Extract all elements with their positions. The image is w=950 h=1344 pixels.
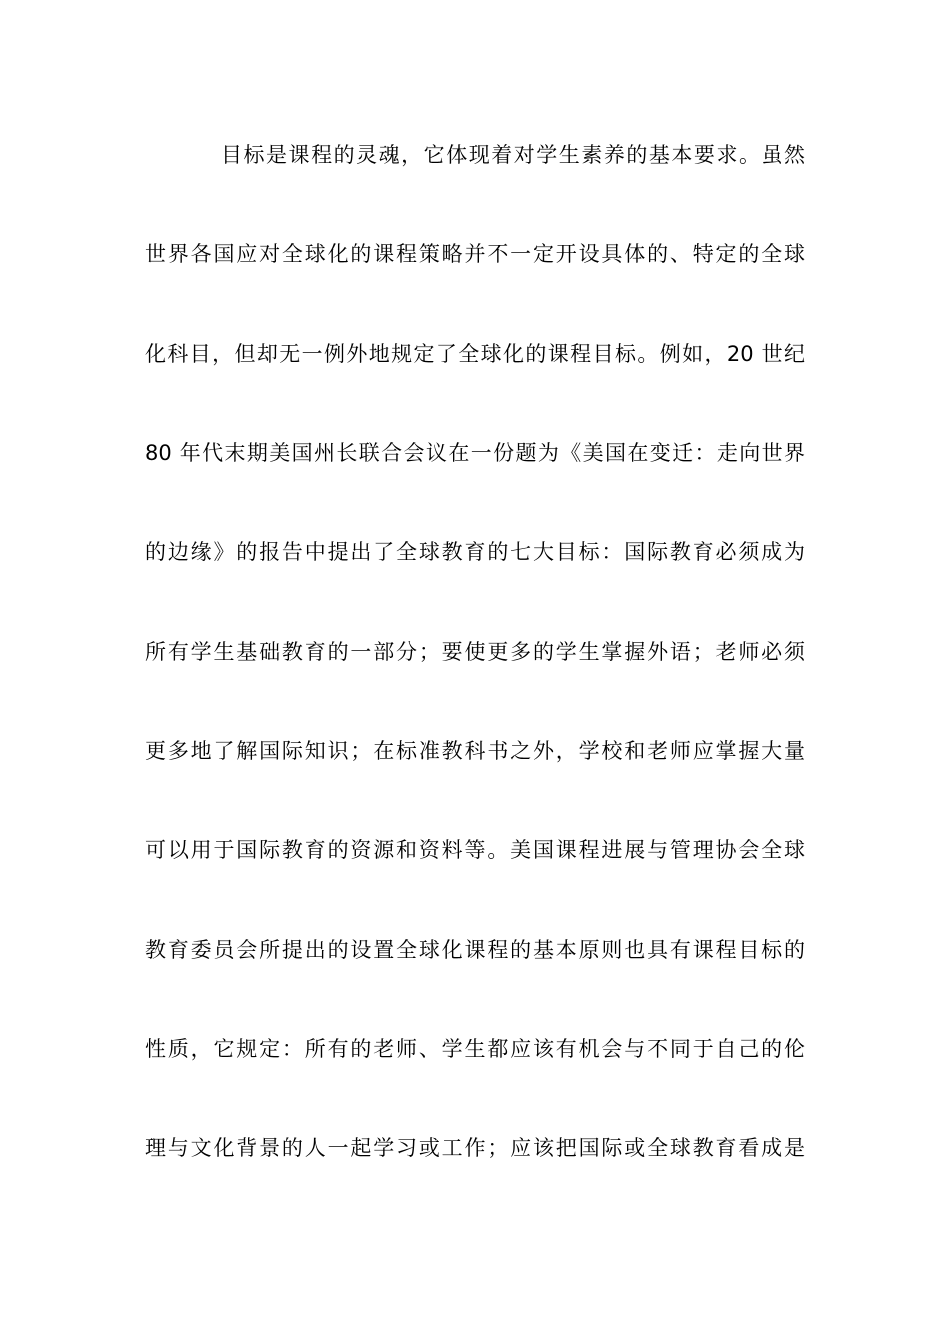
paragraph-line-11: 理与文化背景的人一起学习或工作；应该把国际或全球教育看成是 <box>145 1136 805 1160</box>
paragraph-line-6: 所有学生基础教育的一部分；要使更多的学生掌握外语；老师必须 <box>145 640 805 664</box>
paragraph-line-1: 目标是课程的灵魂，它体现着对学生素养的基本要求。虽然 <box>221 143 805 167</box>
paragraph-line-5: 的边缘》的报告中提出了全球教育的七大目标：国际教育必须成为 <box>145 540 805 564</box>
paragraph-line-3: 化科目，但却无一例外地规定了全球化的课程目标。例如，20 世纪 <box>145 342 805 366</box>
paragraph-line-4: 80 年代末期美国州长联合会议在一份题为《美国在变迁：走向世界 <box>145 441 805 465</box>
paragraph-line-9: 教育委员会所提出的设置全球化课程的基本原则也具有课程目标的 <box>145 938 805 962</box>
paragraph-line-2: 世界各国应对全球化的课程策略并不一定开设具体的、特定的全球 <box>145 242 805 266</box>
paragraph-line-7: 更多地了解国际知识；在标准教科书之外，学校和老师应掌握大量 <box>145 739 805 763</box>
paragraph-line-10: 性质，它规定：所有的老师、学生都应该有机会与不同于自己的伦 <box>145 1037 805 1061</box>
paragraph-line-8: 可以用于国际教育的资源和资料等。美国课程进展与管理协会全球 <box>145 838 805 862</box>
